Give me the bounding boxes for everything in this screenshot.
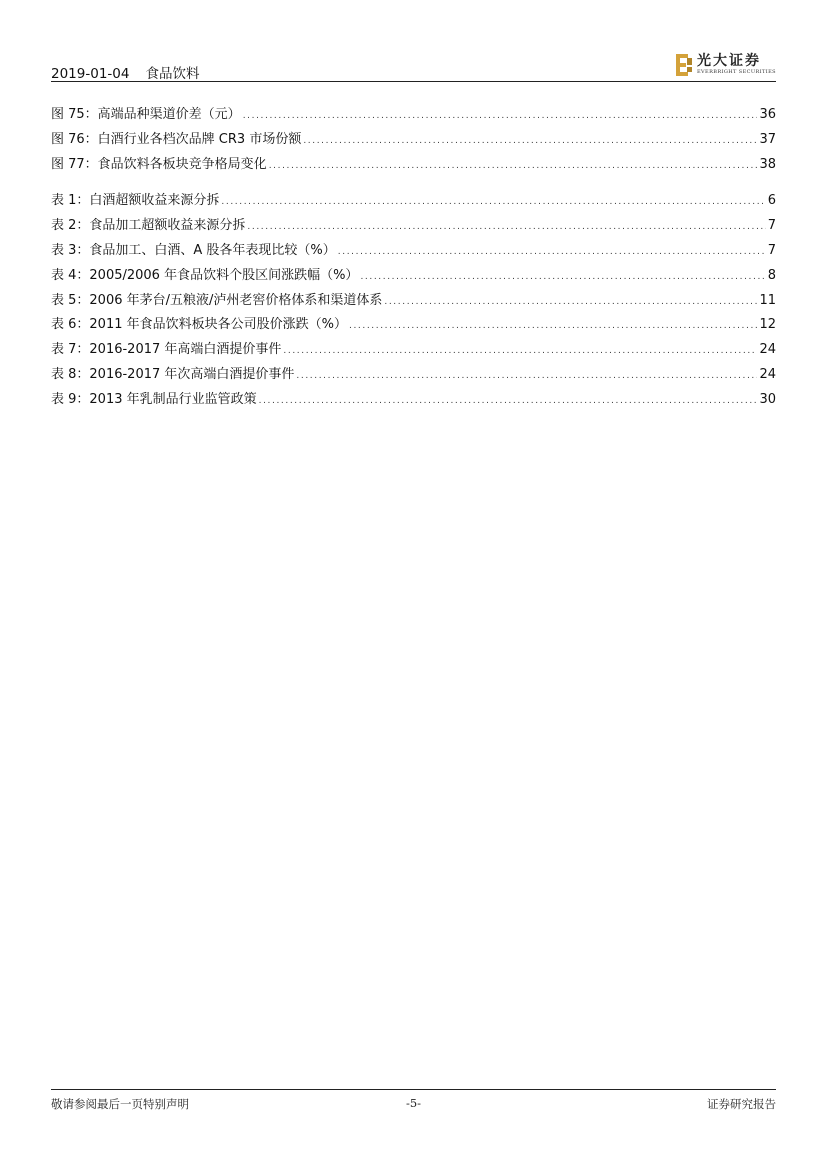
- toc-entry-page: 7: [767, 218, 776, 234]
- toc-entry-page: 36: [759, 107, 776, 122]
- list-spacer: [51, 177, 776, 189]
- dot-leader: [349, 321, 757, 331]
- report-category: 食品饮料: [145, 66, 200, 82]
- page-header: [51, 52, 776, 84]
- toc-entry[interactable]: [51, 239, 776, 264]
- report-date: 2019-01-04: [51, 66, 130, 82]
- dot-leader: [243, 111, 758, 121]
- logo-name: 光大证券: [696, 53, 761, 69]
- dot-leader: [283, 346, 757, 356]
- toc-entry-label: 表 4：2005/2006 年食品饮料个股区间涨跌幅（%）: [51, 267, 359, 283]
- toc-entry-page: 8: [767, 267, 776, 283]
- toc-entry-label: 图 76：白酒行业各档次品牌 CR3 市场份额: [51, 131, 302, 147]
- toc-entry[interactable]: [51, 388, 776, 413]
- toc-entry-label: 表 6：2011 年食品饮料板块各公司股价涨跌（%）: [51, 317, 347, 333]
- dot-leader: [269, 161, 758, 171]
- dot-leader: [384, 297, 757, 307]
- toc-entry-page: 38: [759, 156, 776, 172]
- logo-subtitle: EVERBRIGHT SECURITIES: [696, 69, 776, 75]
- toc-entry-label: 表 3：食品加工、白酒、A 股各年表现比较（%）: [51, 242, 336, 258]
- toc-entry[interactable]: [51, 214, 776, 239]
- toc-entry[interactable]: [51, 128, 776, 153]
- toc-entry[interactable]: [51, 189, 776, 214]
- toc-entry-page: 6: [767, 193, 776, 209]
- page-number: -5-: [405, 1096, 422, 1110]
- toc-entry-label: 表 7：2016-2017 年高端白酒提价事件: [51, 342, 282, 358]
- toc-entry-page: 30: [759, 391, 776, 407]
- toc-entry-page: 7: [767, 242, 776, 258]
- header-info: [51, 62, 199, 82]
- everbright-logo-icon: [676, 54, 692, 76]
- toc-entry-label: 表 8：2016-2017 年次高端白酒提价事件: [51, 366, 295, 382]
- dot-leader: [296, 371, 757, 381]
- dot-leader: [303, 136, 757, 146]
- dot-leader: [360, 272, 765, 282]
- toc-entry-page: 24: [759, 366, 776, 382]
- toc-entry-page: 12: [759, 317, 776, 333]
- figure-list: [51, 103, 776, 177]
- toc-entry-label: 表 5：2006 年茅台/五粮液/泸州老窖价格体系和渠道体系: [51, 292, 383, 308]
- dot-leader: [259, 396, 758, 406]
- dot-leader: [221, 197, 765, 207]
- toc-entry[interactable]: [51, 103, 776, 128]
- toc-entry-label: 表 1：白酒超额收益来源分拆: [51, 193, 220, 209]
- toc-entry-label: 图 77：食品饮料各板块竞争格局变化: [51, 156, 267, 172]
- toc-entry-page: 11: [759, 292, 776, 308]
- toc-entry[interactable]: [51, 153, 776, 178]
- toc-entry-page: 24: [759, 342, 776, 358]
- table-of-contents: [51, 103, 776, 413]
- toc-entry[interactable]: [51, 289, 776, 314]
- toc-entry-label: 表 2：食品加工超额收益来源分拆: [51, 218, 246, 234]
- toc-entry[interactable]: [51, 338, 776, 363]
- company-logo: [676, 52, 776, 78]
- toc-entry-label: 表 9：2013 年乳制品行业监管政策: [51, 391, 257, 407]
- footer-divider: [51, 1089, 776, 1090]
- table-list: [51, 189, 776, 412]
- toc-entry[interactable]: [51, 313, 776, 338]
- dot-leader: [338, 247, 766, 257]
- toc-entry-page: 37: [759, 131, 776, 147]
- toc-entry[interactable]: [51, 363, 776, 388]
- toc-entry-label: 图 75：高端品种渠道价差（元）: [51, 107, 241, 122]
- report-type: 证券研究报告: [707, 1097, 776, 1111]
- toc-entry[interactable]: [51, 264, 776, 289]
- header-divider: [51, 81, 776, 82]
- footer-disclaimer: 敬请参阅最后一页特别声明: [51, 1097, 189, 1111]
- dot-leader: [247, 222, 765, 232]
- page-footer: [51, 1089, 776, 1119]
